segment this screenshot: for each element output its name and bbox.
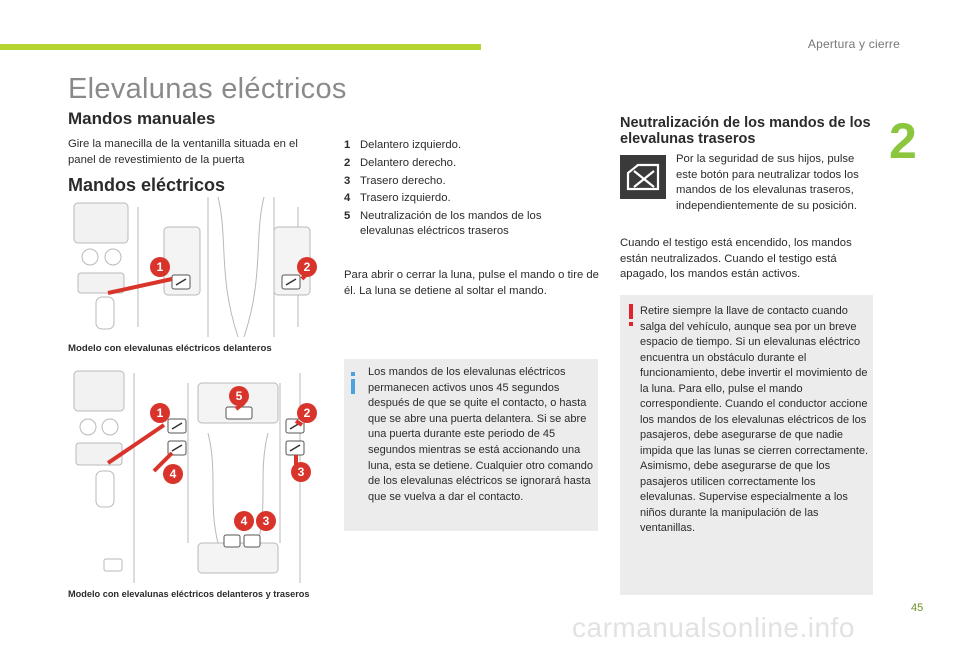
manual-controls-text: Gire la manecilla de la ventanilla situada en el panel de revestimiento de la puerta [68, 138, 298, 166]
callout-5: 5 [229, 386, 249, 406]
neutralization-heading: Neutralización de los mandos de los elevalunas traseros [620, 115, 871, 147]
chapter-number: 2 [889, 113, 917, 169]
control-legend [344, 138, 584, 241]
manual-controls-heading: Mandos manuales [68, 109, 216, 128]
legend-item: 4 Trasero izquierdo. [344, 192, 451, 205]
warning-text: Retire siempre la llave de contacto cuando salga del vehículo, aunque sea por un breve espacio de tiempo. Si un elevalunas eléctrico encuentra un obstáculo durante el funcionamiento, debe invertir el movimiento de la luna. Para ello, pulse el mando correspondiente. Cuando el conductor accione los mandos de los elevalunas eléctricos de los pasajeros, debe asegurarse de que nadie impida que las lunas se cierren correctamente. Asimismo, debe asegurarse de que los pasajeros utilicen correctamente los elevalunas. Supervise especialmente a los niños durante la manipulación de las ventanillas. [640, 305, 869, 534]
section-title: Apertura y cierre [807, 37, 900, 51]
callout-3-rear: 3 [256, 511, 276, 531]
callout-3: 3 [291, 462, 311, 482]
electric-controls-heading: Mandos eléctricos [68, 175, 226, 195]
operate-instructions: Para abrir o cerrar la luna, pulse el mando o tire de él. La luna se detiene al soltar el mando. [344, 269, 599, 297]
caption-front-rear-model: Modelo con elevalunas eléctricos delanteros y traseros [68, 589, 310, 599]
info-text: Los mandos de los elevalunas eléctricos permanecen activos unos 45 segundos después de que se quite el contacto, o hasta que se abre una puerta delantera. Si se abre una puerta durante este periodo de 45 segundos mientras se está accionando una luna, esta se detiene. Cualquier otro comando de los elevalunas eléctricos se ignorará hasta que se vuelva a dar el contacto. [368, 366, 594, 503]
callout-4: 4 [163, 464, 183, 484]
front-controls-illustration [68, 197, 320, 337]
callout-4-rear: 4 [234, 511, 254, 531]
caption-front-model: Modelo con elevalunas eléctricos delanteros [68, 343, 272, 354]
callout-1-front: 1 [150, 257, 170, 277]
info-icon [348, 372, 358, 394]
watermark: carmanualsonline.info [572, 612, 855, 643]
legend-item: 3 Trasero derecho. [344, 174, 446, 187]
indicator-text: Cuando el testigo está encendido, los mandos están neutralizados. Cuando el testigo está apagado, los mandos están activos. [620, 237, 852, 280]
legend-item: 1 Delantero izquierdo. [344, 139, 462, 151]
front-and-rear-controls-illustration [68, 363, 320, 585]
header-accent-bar [0, 44, 481, 50]
page-title: Elevalunas eléctricos [68, 73, 347, 105]
callout-2-front: 2 [297, 257, 317, 277]
neutralization-button-text: Por la seguridad de sus hijos, pulse este botón para neutralizar todos los mandos de los elevalunas traseros, independientemente de su posición. [676, 153, 859, 212]
callout-2: 2 [297, 403, 317, 423]
callout-1: 1 [150, 403, 170, 423]
window-lock-icon [620, 155, 666, 199]
warning-icon [626, 304, 636, 326]
legend-item: 5 Neutralización de los mandos de los elevalunas eléctricos traseros [344, 210, 542, 237]
legend-item: 2 Delantero derecho. [344, 156, 457, 169]
page-number: 45 [911, 602, 924, 614]
